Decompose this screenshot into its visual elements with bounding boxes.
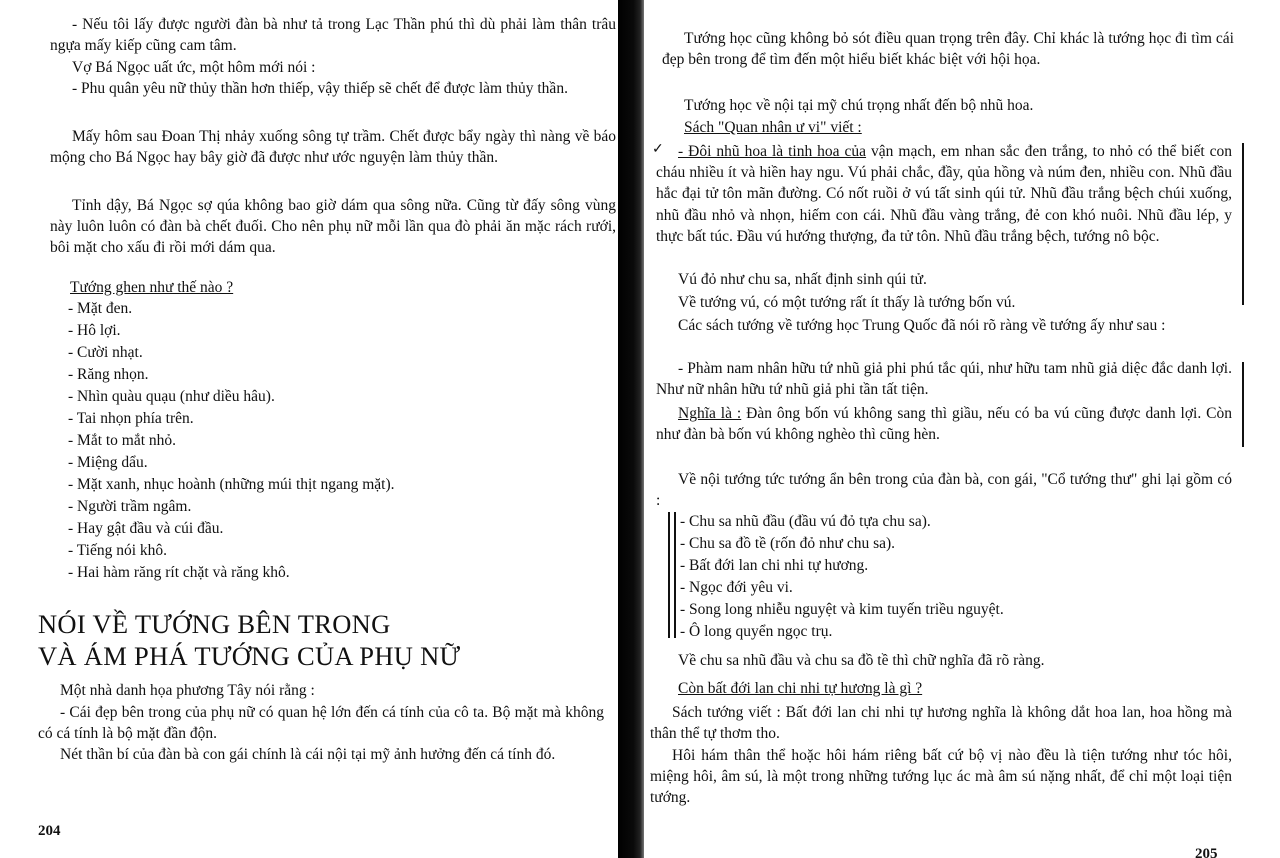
bad-odor-paragraph: Hôi hám thân thể hoặc hôi hám riêng bất cứ bộ vị nào đều là tiện tướng như tóc hôi, miệng hôi, âm sú, là một trong những tướng lục ác mà âm sú nặng nhất, để chỉ một loại tiện tướng. — [650, 747, 1232, 807]
four-breasts-quote: - Phàm nam nhân hữu tứ nhũ giả phi phú tắc qúi, như hữu tam nhũ giả diệc đắc danh lợi. Như nữ nhân hữu tứ nhũ giả phi tần tất tiện. — [656, 360, 1232, 399]
inner-feature-item: - Bất đới lan chi nhi tự hương. — [680, 557, 869, 574]
left-paragraph-3: - Phu quân yêu nữ thủy thần hơn thiếp, vậy thiếp sẽ chết để được làm thủy thần. — [72, 80, 568, 97]
page-number-right: 205 — [1195, 846, 1218, 858]
orchid-question: Còn bất đới lan chi nhi tự hương là gì ? — [678, 680, 923, 697]
book-reference: Sách "Quan nhân ư vi" viết : — [684, 119, 862, 136]
margin-double-bar — [674, 512, 676, 638]
left-paragraph-6: Một nhà danh họa phương Tây nói rằng : — [60, 682, 315, 699]
inner-feature-item: - Ngọc đới yêu vi. — [680, 579, 793, 596]
meaning-rest: Đàn ông bốn vú không sang thì giầu, nếu có ba vú cũng được danh lợi. Còn như đàn bà bốn vú không nghèo thì cũng hèn. — [656, 405, 1233, 444]
jealous-item: - Mặt xanh, nhục hoành (những múi thịt ngang mặt). — [68, 476, 395, 493]
inner-features-list — [680, 511, 1220, 643]
jealous-item: - Nhìn quàu quạu (như diều hâu). — [68, 388, 275, 405]
jealous-heading: Tướng ghen như thế nào ? — [70, 279, 234, 296]
chu-sa-line: Về chu sa nhũ đầu và chu sa đồ tề thì chữ nghĩa đã rõ ràng. — [678, 652, 1045, 669]
inner-feature-item: - Chu sa đồ tề (rốn đỏ như chu sa). — [680, 535, 896, 552]
chinese-books-line: Các sách tướng về tướng học Trung Quốc đã nói rõ ràng về tướng ấy như sau : — [678, 317, 1166, 334]
jealous-item: - Tai nhọn phía trên. — [68, 410, 194, 427]
section-title-line-1: NÓI VỀ TƯỚNG BÊN TRONG — [38, 609, 391, 639]
jealous-item: - Hô lợi. — [68, 322, 121, 339]
left-paragraph-1: - Nếu tôi lấy được người đàn bà như tả trong Lạc Thần phú thì dù phải làm thân trâu ngựa mấy kiếp cũng cam tâm. — [50, 16, 616, 55]
jealous-item: - Tiếng nói khô. — [68, 542, 168, 559]
jealous-item: - Người trầm ngâm. — [68, 498, 192, 515]
nipple-quote-rest: vận mạch, em nhan sắc đen trắng, to nhỏ có thể biết con cháu nhiều ít và hiền hay ngu. Vú phải chắc, đầy, qủa hồng và núm đen, nhiều con. Nhũ đầu hắc đại tử tôn mãn đường. Có nốt ruồi ở vú tất sinh qúi tử. Nhũ đầu trắng bệch chúi xuống, nhũ đầu nhỏ và nhọn, hiếm con cái. Nhũ đầu vàng trắng, đẻ con khó nuôi. Nhũ đầu lép, y thực bất túc. Đầu vú hướng thượng, đa tử tôn. Nhũ đầu trắng bệch, tướng nô bộc. — [656, 143, 1233, 245]
section-title-line-2: VÀ ÁM PHÁ TƯỚNG CỦA PHỤ NỮ — [38, 641, 461, 671]
page-number-left: 204 — [38, 823, 61, 839]
section-title — [38, 608, 460, 672]
jealous-item: - Cười nhạt. — [68, 344, 143, 361]
margin-bracket-line — [1242, 143, 1244, 305]
right-paragraph-2: Tướng học về nội tại mỹ chú trọng nhất đến bộ nhũ hoa. — [684, 97, 1034, 114]
jealous-list — [68, 298, 568, 584]
margin-check-icon: ✓ — [652, 142, 664, 157]
right-paragraph-1: Tướng học cũng không bỏ sót điều quan trọng trên đây. Chỉ khác là tướng học đi tìm cái đẹp bên trong để tìm đến một hiểu biết khác biệt với hội họa. — [662, 30, 1234, 69]
meaning-paragraph — [656, 403, 1232, 445]
nipple-quote-lead: - Đôi nhũ hoa là tinh hoa của — [678, 143, 867, 160]
inner-features-intro: Về nội tướng tức tướng ẩn bên trong của đàn bà, con gái, "Cổ tướng thư" ghi lại gồm có : — [656, 471, 1232, 510]
four-breasts-line: Về tướng vú, có một tướng rất ít thấy là tướng bốn vú. — [678, 294, 1016, 311]
jealous-item: - Miệng dẩu. — [68, 454, 148, 471]
left-page — [0, 0, 620, 858]
left-paragraph-5: Tỉnh dậy, Bá Ngọc sợ qúa không bao giờ dám qua sông nữa. Cũng từ đấy sông vùng này luôn luôn có đàn bà chết đuối. Cho nên phụ nữ mỗi lần qua đò phải ăn mặc rách rưới, bôi mặt cho xấu đi rồi mới dám qua. — [50, 197, 616, 257]
inner-feature-item: - Ô long quyển ngọc trụ. — [680, 623, 833, 640]
inner-feature-item: - Song long nhiễu nguyệt và kim tuyến triều nguyệt. — [680, 601, 1004, 618]
left-paragraph-2: Vợ Bá Ngọc uất ức, một hôm mới nói : — [72, 59, 316, 76]
jealous-item: - Hay gật đầu và cúi đầu. — [68, 520, 224, 537]
left-paragraph-4: Mấy hôm sau Đoan Thị nhảy xuống sông tự trầm. Chết được bẩy ngày thì nàng về báo mộng cho Bá Ngọc hay bây giờ đã được như ước nguyện làm thủy thần. — [50, 128, 616, 167]
left-paragraph-7: - Cái đẹp bên trong của phụ nữ có quan hệ lớn đến cá tính của cô ta. Bộ mặt mà không có cá tính là bộ mặt đần độn. — [38, 704, 604, 743]
left-paragraph-8: Nét thần bí của đàn bà con gái chính là cái nội tại mỹ ảnh hưởng đến cá tính đó. — [60, 746, 556, 763]
jealous-item: - Mắt to mắt nhỏ. — [68, 432, 177, 449]
margin-double-bar — [668, 512, 670, 638]
margin-bracket-line — [1242, 362, 1244, 447]
inner-feature-item: - Chu sa nhũ đầu (đầu vú đỏ tựa chu sa). — [680, 513, 931, 530]
meaning-label: Nghĩa là : — [678, 405, 742, 422]
right-page — [640, 0, 1280, 858]
jealous-item: - Răng nhọn. — [68, 366, 149, 383]
jealous-item: - Hai hàm răng rít chặt và răng khô. — [68, 564, 290, 581]
nipple-quote — [656, 141, 1232, 247]
orchid-answer: Sách tướng viết : Bất đới lan chi nhi tự hương nghĩa là không dắt hoa lan, hoa hồng mà thân thể tự thơm tho. — [650, 704, 1232, 743]
red-nipple-line: Vú đỏ như chu sa, nhất định sinh qúi tử. — [678, 271, 927, 288]
jealous-item: - Mặt đen. — [68, 300, 133, 317]
